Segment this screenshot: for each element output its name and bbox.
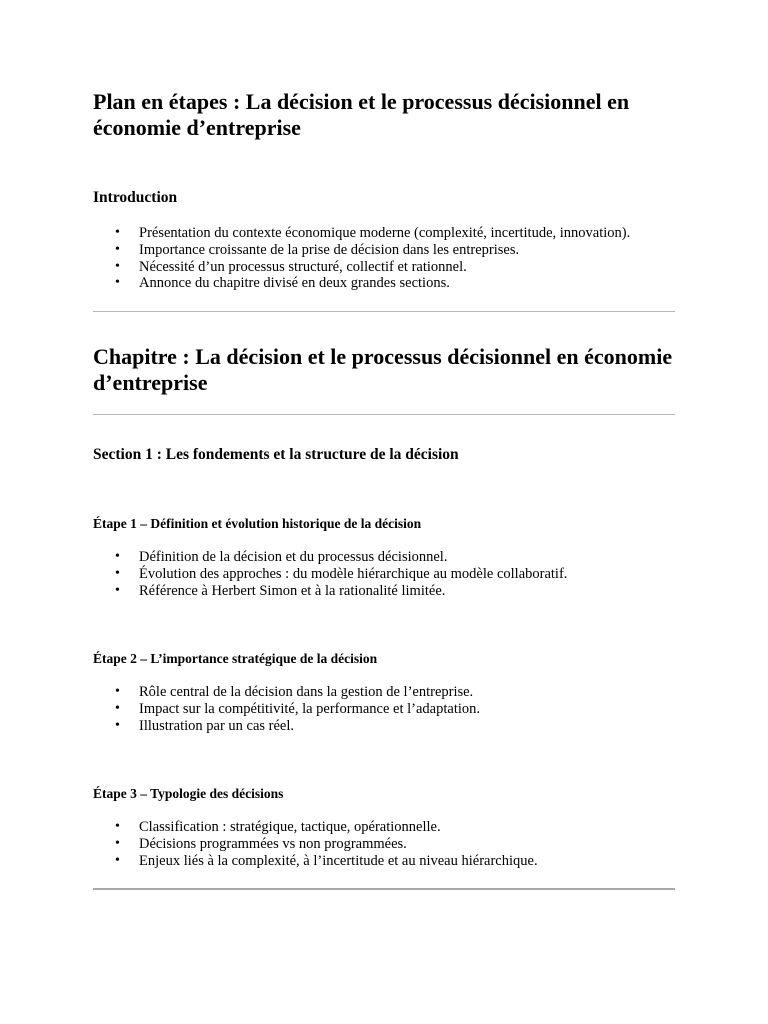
divider <box>93 311 675 312</box>
list-item: • Impact sur la compétitivité, la performance et l’adaptation. <box>93 701 693 718</box>
introduction-heading: Introduction <box>93 189 178 206</box>
step-1-list <box>93 549 693 599</box>
step-2-heading: Étape 2 – L’importance stratégique de la décision <box>93 651 378 666</box>
list-item: • Définition de la décision et du processus décisionnel. <box>93 549 693 566</box>
list-item: • Enjeux liés à la complexité, à l’incertitude et au niveau hiérarchique. <box>93 853 693 870</box>
step-2-list <box>93 684 693 734</box>
document-title: Plan en étapes : La décision et le processus décisionnel en économie d’entreprise <box>93 89 630 140</box>
list-item: • Décisions programmées vs non programmées. <box>93 836 693 853</box>
list-item: • Classification : stratégique, tactique, opérationnelle. <box>93 819 693 836</box>
step-3-list <box>93 819 693 869</box>
step-3-heading: Étape 3 – Typologie des décisions <box>93 786 284 801</box>
list-item: • Rôle central de la décision dans la gestion de l’entreprise. <box>93 684 693 701</box>
list-item: • Illustration par un cas réel. <box>93 718 693 735</box>
list-item: • Évolution des approches : du modèle hiérarchique au modèle collaboratif. <box>93 566 693 583</box>
divider <box>93 414 675 415</box>
list-item: • Référence à Herbert Simon et à la rationalité limitée. <box>93 583 693 600</box>
step-1-heading: Étape 1 – Définition et évolution historique de la décision <box>93 516 422 531</box>
introduction-list <box>93 225 693 292</box>
chapter-title: Chapitre : La décision et le processus décisionnel en économie d’entreprise <box>93 344 673 395</box>
divider <box>93 888 675 890</box>
list-item: • Annonce du chapitre divisé en deux grandes sections. <box>93 275 693 292</box>
section-1-heading: Section 1 : Les fondements et la structure de la décision <box>93 446 459 463</box>
list-item: • Importance croissante de la prise de décision dans les entreprises. <box>93 242 693 259</box>
list-item: • Nécessité d’un processus structuré, collectif et rationnel. <box>93 259 693 276</box>
list-item: • Présentation du contexte économique moderne (complexité, incertitude, innovation). <box>93 225 693 242</box>
